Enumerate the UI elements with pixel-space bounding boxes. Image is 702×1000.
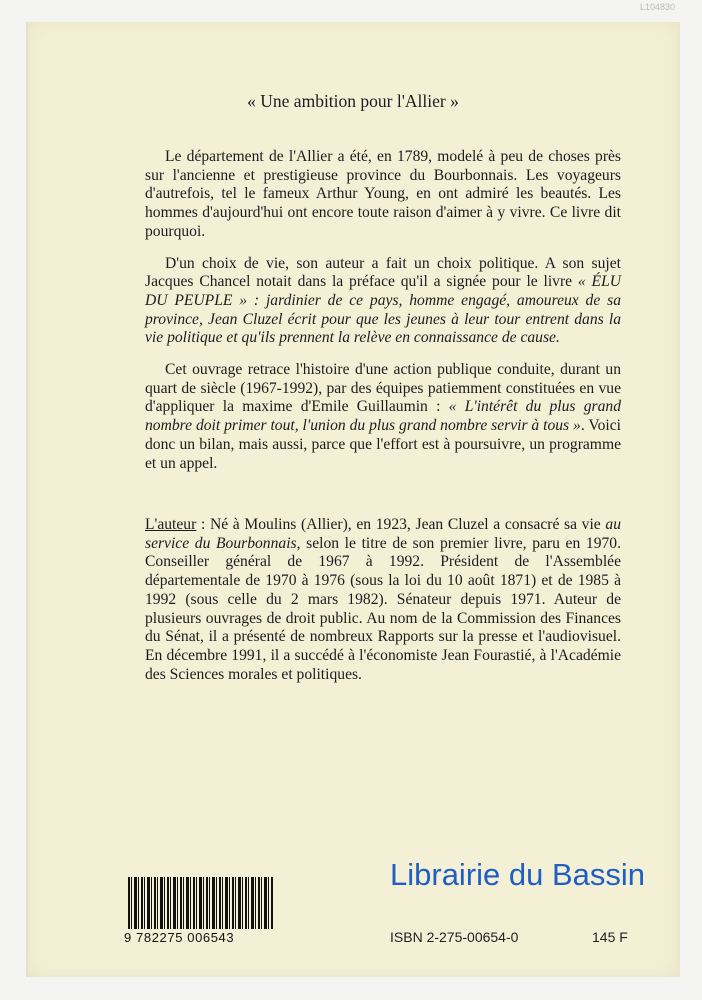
isbn-number: ISBN 2-275-00654-0 <box>390 929 519 945</box>
paragraph-2 <box>145 255 621 349</box>
paragraph-3-end: . Voici donc un bilan, mais aussi, parce que l'effort est à poursuivre, un programme et un appel. <box>145 417 621 472</box>
barcode <box>128 877 273 929</box>
author-label: L'auteur <box>145 516 197 533</box>
blurb-text <box>145 148 621 486</box>
paragraph-1: Le département de l'Allier a été, en 1789, modelé à peu de choses près sur l'ancienne et prestigieuse province du Bourbonnais. Les voyageurs d'autrefois, tel le fameux Arthur Young, en ont admiré les beautés. Les hommes d'aujourd'hui ont encore toute raison d'aimer à y vivre. Ce livre dit pourquoi. <box>145 148 621 240</box>
paragraph-2-text: D'un choix de vie, son auteur a fait un choix politique. A son sujet Jacques Chancel notait dans la préface qu'il a signée pour le livre <box>145 254 621 291</box>
author-text-2: , selon le titre de son premier livre, paru en 1970. Conseiller général de 1967 à 1992. Président de l'Assemblée départementale de 1970 à 1976 (sous la loi du 10 août 1871) et de 1985 à 1992 (sous celle du 2 mars 1982). Sénateur depuis 1971. Auteur de plusieurs ouvrages de droit public. Au nom de la Commission des Finances du Sénat, il a présenté de nombreux Rapports sur la presse et l'audiovisuel. En décembre 1991, il a succédé à l'économiste Jean Fourastié, à l'Académie des Sciences morales et politiques. <box>145 534 621 683</box>
author-book-title: au service du Bourbonnais <box>145 516 621 552</box>
author-bio <box>145 516 621 684</box>
paragraph-3-quote: « L'intérêt du plus grand nombre doit primer tout, l'union du plus grand nombre servir à tous » <box>145 398 621 435</box>
paragraph-3 <box>145 361 621 473</box>
book-back-cover <box>26 22 680 977</box>
seller-watermark: Librairie du Bassin <box>390 857 646 892</box>
cover-title: « Une ambition pour l'Allier » <box>247 91 459 111</box>
paragraph-2-quote: « ÉLU DU PEUPLE » : jardinier de ce pays, homme engagé, amoureux de sa province, Jean Cluzel écrit pour que les jeunes à leur tour entrent dans la vie politique et qu'ils prennent la relève en connaissance de cause. <box>145 273 622 347</box>
barcode-digits: 9 782275 006543 <box>124 930 235 945</box>
price-label: 145 F <box>592 929 628 945</box>
paragraph-3-text: Cet ouvrage retrace l'histoire d'une action publique conduite, durant un quart de siècle (1967-1992), par des équipes patiemment constituées en vue d'appliquer la maxime d'Emile Guillaumin : <box>145 361 621 416</box>
author-text-1: : Né à Moulins (Allier), en 1923, Jean Cluzel a consacré sa vie <box>196 516 606 533</box>
corner-sticker: L104830 <box>640 2 676 12</box>
